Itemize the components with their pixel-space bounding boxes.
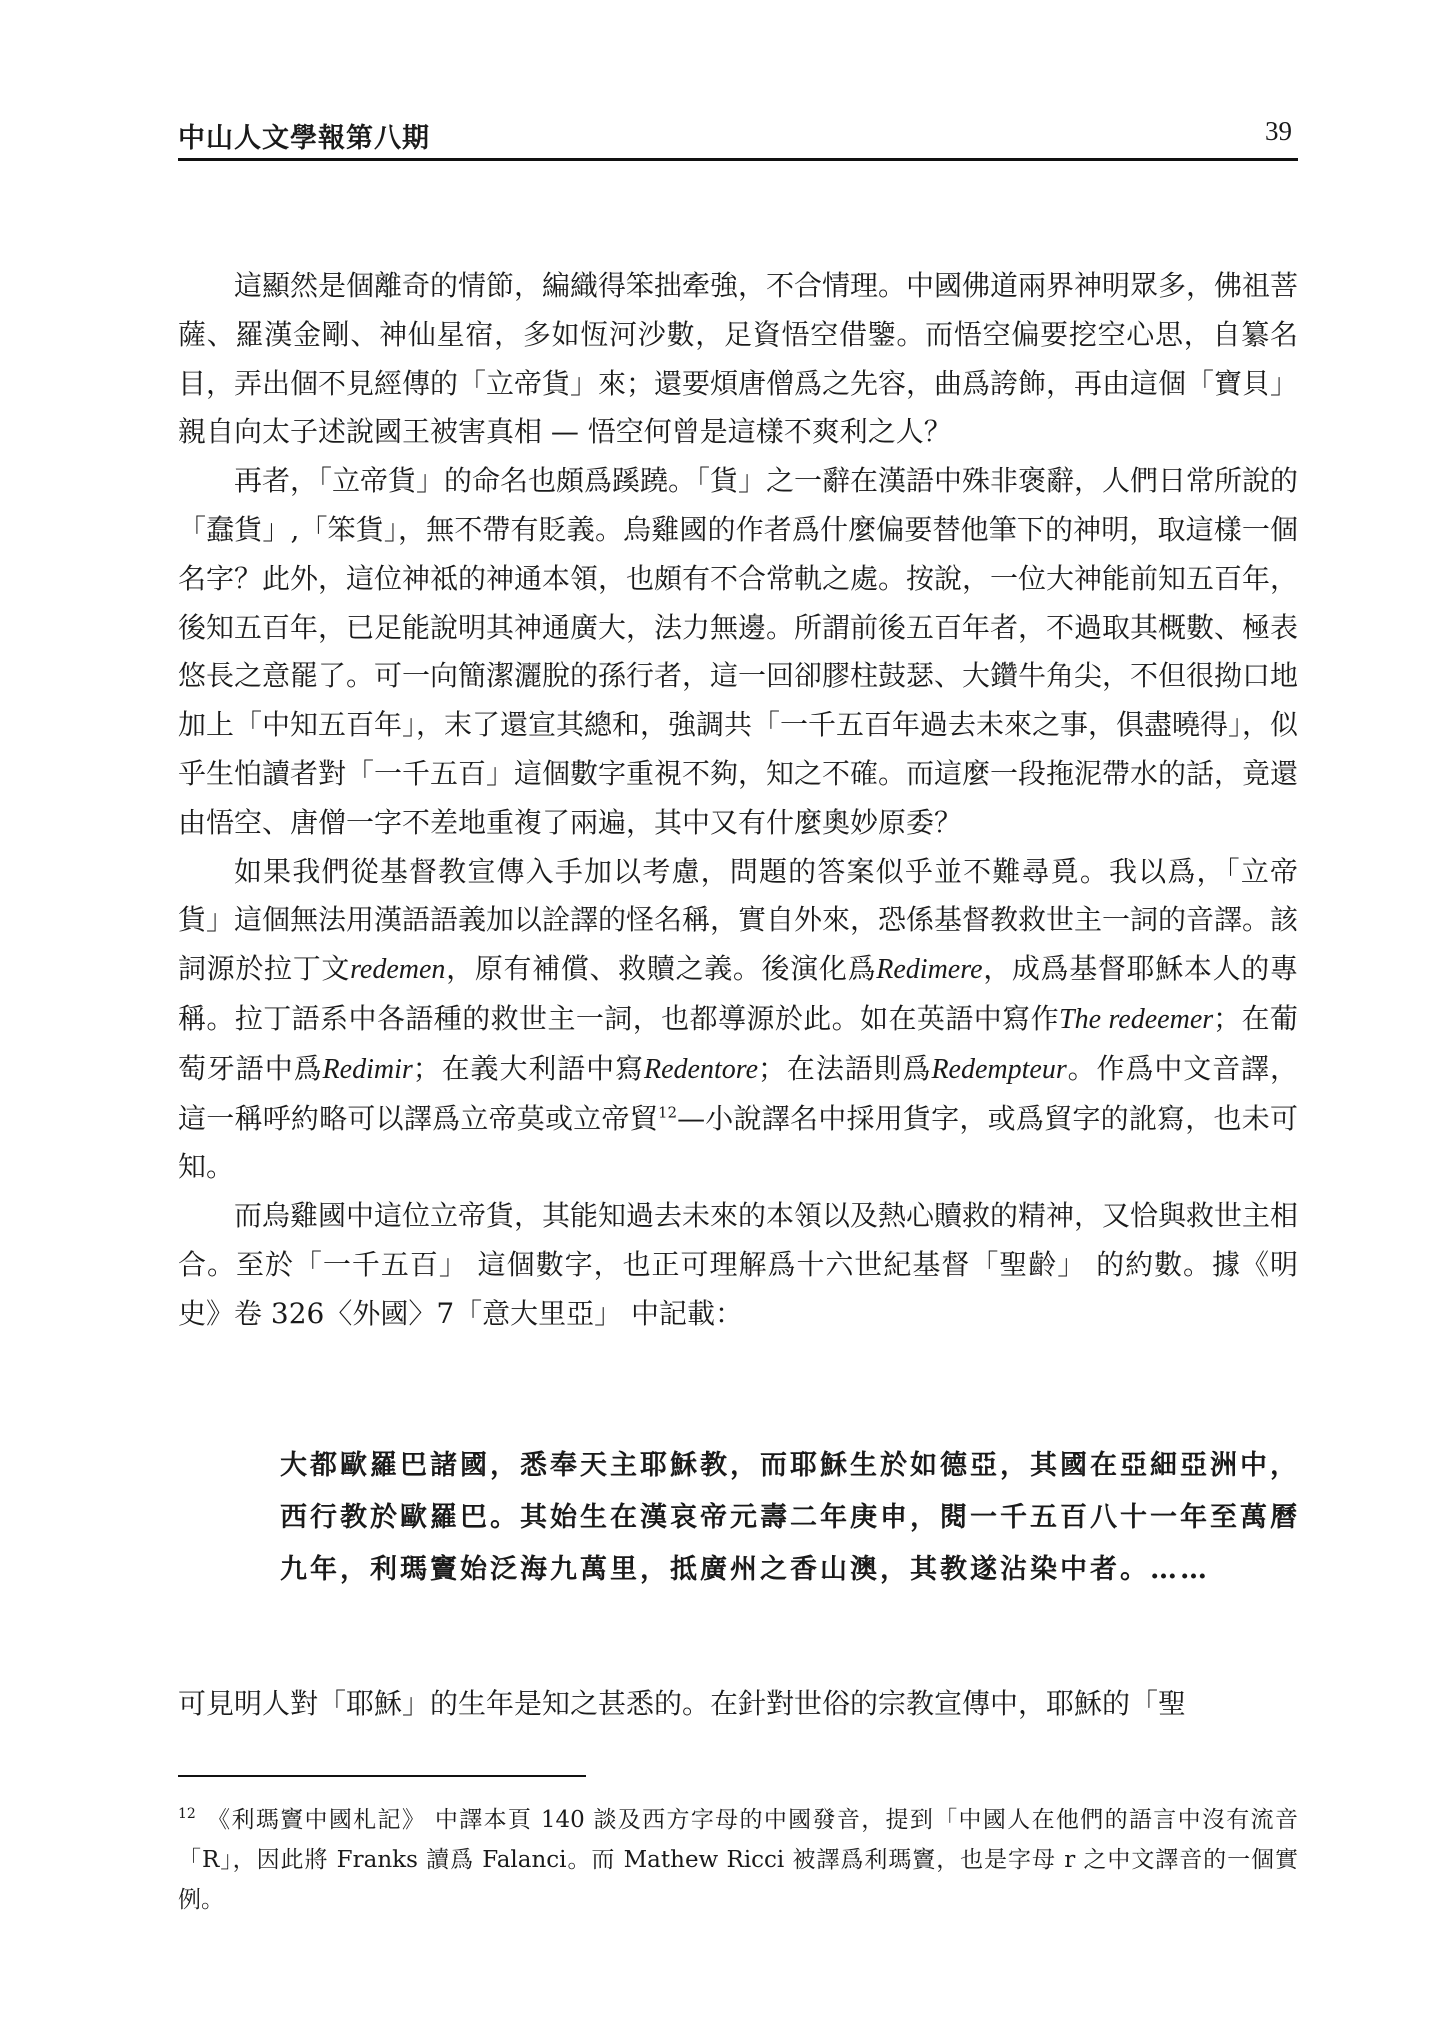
paragraph-3-text-5: ；在義大利語中寫 bbox=[412, 1051, 644, 1085]
footnote-reference[interactable]: 12 bbox=[657, 1103, 678, 1122]
footnote-12 bbox=[178, 1800, 1298, 1920]
footnote-text: 《利瑪竇中國札記》 中譯本頁 140 談及西方字母的中國發音，提到「中國人在他們的語言中沒有流音「R」，因此將 Franks 讀爲 Falanci。而 Mathew Ricci 被譯爲利瑪竇，也是字母 r 之中文譯音的一個實例。 bbox=[178, 1807, 1298, 1913]
french-term: Redempteur bbox=[931, 1053, 1067, 1085]
paragraph-4: 而烏雞國中這位立帝貨，其能知過去未來的本領以及熱心贖救的精神，又恰與救世主相合。至於「一千五百」 這個數字，也正可理解爲十六世紀基督「聖齡」 的約數。據《明史》卷 326〈外國〉7「意大里亞」 中記載： bbox=[178, 1199, 1299, 1330]
paragraph-3-text-7: 。作爲中文音譯，這一稱呼約略可以譯爲立帝莫或立帝貿 bbox=[178, 1051, 1298, 1135]
paragraph-3-text-4: ；在葡萄牙語中爲 bbox=[178, 1001, 1298, 1085]
closing-line: 可見明人對「耶穌」的生年是知之甚悉的。在針對世俗的宗教宣傳中，耶穌的「聖 bbox=[178, 1687, 1187, 1720]
main-body bbox=[178, 262, 1298, 1339]
page-number: 39 bbox=[1265, 116, 1292, 146]
journal-title: 中山人文學報第八期 bbox=[178, 123, 430, 154]
paragraph-3-text-2: ，原有補償、救贖之義。後演化爲 bbox=[445, 952, 877, 986]
english-term-redeemer: The redeemer bbox=[1059, 1003, 1214, 1035]
paragraph-3-text-8: —小說譯名中採用貨字，或爲貿字的訛寫，也未可知。 bbox=[178, 1101, 1298, 1184]
footnote-mark: 12 bbox=[178, 1806, 196, 1823]
italian-term: Redentore bbox=[643, 1053, 759, 1085]
latin-term-redimere: Redimere bbox=[876, 954, 983, 986]
footnote-divider bbox=[178, 1775, 586, 1777]
portuguese-term: Redimir bbox=[322, 1053, 413, 1085]
paragraph-1: 這顯然是個離奇的情節，編織得笨拙牽強，不合情理。中國佛道兩界神明眾多，佛祖菩薩、羅漢金剛、神仙星宿，多如恆河沙數，足資悟空借鑒。而悟空偏要挖空心思，自纂名目，弄出個不見經傳的「立帝貨」來；還要煩唐僧爲之先容，曲爲誇飾，再由這個「寶貝」親自向太子述說國王被害真相 — 悟空何曾是這樣不爽利之人？ bbox=[178, 269, 1299, 449]
paragraph-3-text-3: ，成爲基督耶穌本人的專稱。拉丁語系中各語種的救世主一詞，也都導源於此。如在英語中寫作 bbox=[178, 952, 1298, 1035]
paragraph-3-text-6: ；在法語則爲 bbox=[758, 1051, 932, 1085]
paragraph-3-text-1: 如果我們從基督教宣傳入手加以考慮，問題的答案似乎並不難尋覓。我以爲，「立帝貨」這個無法用漢語語義加以詮譯的怪名稱，實自外來，恐係基督教救世主一詞的音譯。該詞源於拉丁文 bbox=[178, 854, 1299, 986]
paragraph-3 bbox=[178, 848, 1298, 1193]
block-quote-ming-history: 大都歐羅巴諸國，悉奉天主耶穌教，而耶穌生於如德亞，其國在亞細亞洲中，西行教於歐羅巴。其始生在漢哀帝元壽二年庚申，閱一千五百八十一年至萬曆九年，利瑪竇始泛海九萬里，抵廣州之香山澳，其教遂沾染中者。…… bbox=[280, 1450, 1300, 1585]
latin-term-redemen: redemen bbox=[350, 954, 446, 986]
running-header bbox=[178, 110, 1298, 161]
paragraph-2: 再者，「立帝貨」的命名也頗爲蹊蹺。「貨」之一辭在漢語中殊非褒辭，人們日常所說的「蠢貨」,「笨貨」，無不帶有貶義。烏雞國的作者爲什麼偏要替他筆下的神明，取這樣一個名字？此外，這位神祗的神通本領，也頗有不合常軌之處。按說，一位大神能前知五百年，後知五百年，已足能說明其神通廣大，法力無邊。所謂前後五百年者，不過取其概數、極表悠長之意罷了。可一向簡潔灑脫的孫行者，這一回卻膠柱鼓瑟、大鑽牛角尖，不但很拗口地加上「中知五百年」，末了還宣其總和，強調共「一千五百年過去未來之事，俱盡曉得」，似乎生怕讀者對「一千五百」這個數字重視不夠，知之不確。而這麼一段拖泥帶水的話，竟還由悟空、唐僧一字不差地重複了兩遍，其中又有什麼奧妙原委？ bbox=[178, 464, 1299, 839]
